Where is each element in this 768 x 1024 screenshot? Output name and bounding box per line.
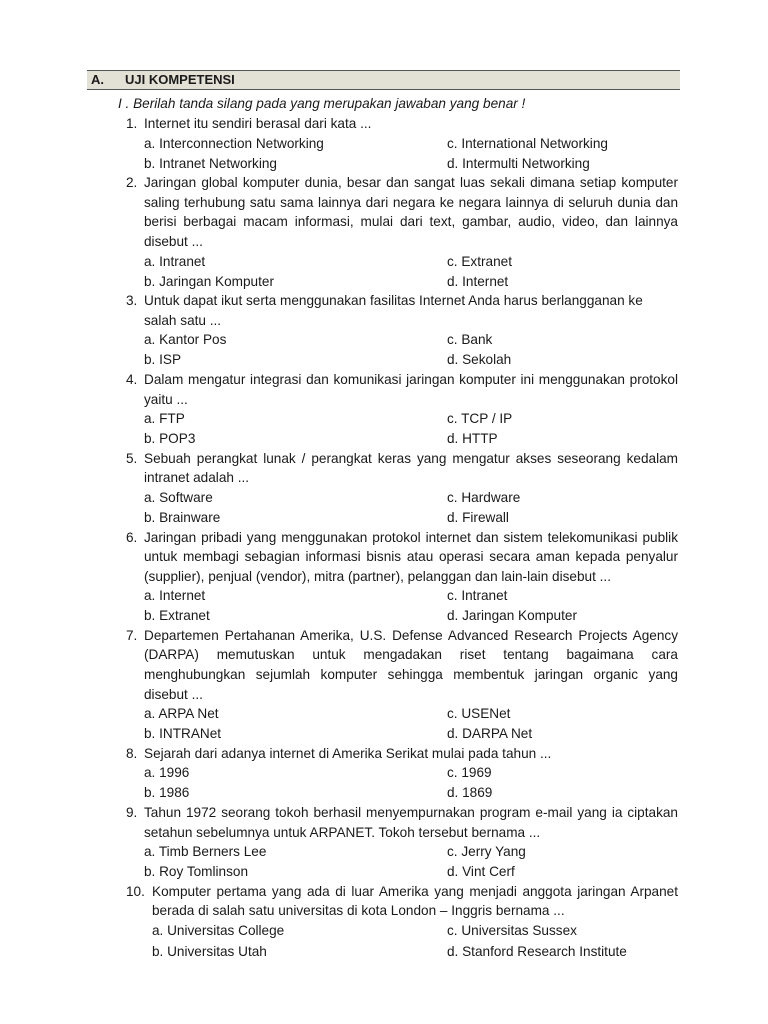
options xyxy=(0,921,768,961)
option-c: c. International Networking xyxy=(447,135,608,151)
section-letter: A. xyxy=(91,72,104,87)
option-d: d. HTTP xyxy=(447,431,498,447)
option-a: a. Intranet xyxy=(144,253,206,269)
question-number: 10. xyxy=(126,883,145,899)
question-4 xyxy=(0,370,768,449)
option-a: a. Software xyxy=(144,489,213,505)
option-d: d. Vint Cerf xyxy=(447,864,515,880)
question-number: 8. xyxy=(126,745,138,761)
option-c: c. Bank xyxy=(447,332,493,348)
option-d: d. Intermulti Networking xyxy=(447,155,590,171)
option-a: a. Internet xyxy=(144,588,206,604)
section-header xyxy=(87,70,680,90)
question-8 xyxy=(0,744,768,803)
options xyxy=(0,252,768,292)
option-d: d. Sekolah xyxy=(447,352,512,368)
question-text: Komputer pertama yang ada di luar Amerika yang menjadi anggota jaringan Arpanet berada di salah satu universitas di kota London – Inggris bernama ... xyxy=(152,883,678,919)
question-number: 1. xyxy=(126,116,138,131)
option-b: b. Roy Tomlinson xyxy=(144,864,249,880)
question-text: Sejarah dari adanya internet di Amerika Serikat mulai pada tahun ... xyxy=(144,745,552,761)
question-5 xyxy=(0,449,768,528)
option-b: b. ISP xyxy=(144,352,182,368)
question-text: Jaringan pribadi yang menggunakan protokol internet dan sistem telekomunikasi publik untuk membagi sebagian informasi bisnis atau operasi secara aman kepada penyalur (supplier), penjual (vendor), mitra (partner), pelanggan dan lain-lain disebut ... xyxy=(144,529,678,584)
options xyxy=(0,704,768,744)
option-c: c. Universitas Sussex xyxy=(447,923,577,938)
option-d: d. DARPA Net xyxy=(447,726,533,742)
option-c: c. 1969 xyxy=(447,765,492,781)
option-c: c. Jerry Yang xyxy=(447,844,526,860)
option-c: c. USENet xyxy=(447,706,511,722)
question-number: 6. xyxy=(126,529,138,545)
question-2 xyxy=(0,173,768,291)
options xyxy=(0,763,768,803)
options xyxy=(0,586,768,626)
option-b: b. Jaringan Komputer xyxy=(144,273,274,289)
question-7 xyxy=(0,626,768,744)
question-text: Sebuah perangkat lunak / perangkat keras yang mengatur akses seseorang kedalam intranet adalah ... xyxy=(144,450,678,486)
section-title: UJI KOMPETENSI xyxy=(125,72,235,87)
question-number: 9. xyxy=(126,805,138,821)
option-d: d. Firewall xyxy=(447,509,509,525)
question-number: 5. xyxy=(126,450,138,466)
options xyxy=(0,488,768,528)
question-text: Dalam mengatur integrasi dan komunikasi jaringan komputer ini menggunakan protokol yaitu ... xyxy=(144,371,678,407)
option-b: b. Universitas Utah xyxy=(152,944,267,959)
instruction: I . Berilah tanda silang pada yang merupakan jawaban yang benar ! xyxy=(118,96,526,111)
option-a: a. FTP xyxy=(144,411,185,427)
question-1 xyxy=(0,114,768,173)
question-9 xyxy=(0,803,768,882)
option-a: a. ARPA Net xyxy=(144,706,219,722)
question-10 xyxy=(0,882,768,961)
question-text: Tahun 1972 seorang tokoh berhasil menyempurnakan program e-mail yang ia ciptakan setahun sebelumnya untuk ARPANET. Tokoh tersebut bernama ... xyxy=(144,805,678,840)
option-c: c. Extranet xyxy=(447,253,512,269)
options xyxy=(0,842,768,882)
option-b: b. INTRANet xyxy=(144,726,222,742)
question-number: 7. xyxy=(126,627,138,643)
option-a: a. Interconnection Networking xyxy=(144,135,324,151)
option-a: a. Universitas College xyxy=(152,923,285,938)
question-number: 3. xyxy=(126,293,138,309)
option-d: d. 1869 xyxy=(447,785,493,801)
option-a: a. Kantor Pos xyxy=(144,332,227,348)
option-b: b. Extranet xyxy=(144,608,210,624)
option-a: a. Timb Berners Lee xyxy=(144,844,267,860)
options xyxy=(0,409,768,449)
question-text: Jaringan global komputer dunia, besar dan sangat luas sekali dimana setiap komputer saling terhubung satu sama lainnya dari negara ke negara lainnya di seluruh dunia dan berisi berbagai macam informasi, mulai dari text, gambar, audio, video, dan lainnya disebut ... xyxy=(144,175,678,249)
options xyxy=(0,134,768,174)
question-text: Departemen Pertahanan Amerika, U.S. Defense Advanced Research Projects Agency (DARPA) memutuskan untuk mengadakan riset tentang bagaimana cara menghubungkan sejumlah komputer sehingga membentuk jaringan organic yang disebut ... xyxy=(144,627,678,702)
question-6 xyxy=(0,528,768,626)
question-number: 2. xyxy=(126,175,138,191)
option-b: b. POP3 xyxy=(144,431,196,447)
option-d: d. Jaringan Komputer xyxy=(447,608,577,624)
question-text: Untuk dapat ikut serta menggunakan fasilitas Internet Anda harus berlangganan ke salah satu ... xyxy=(144,293,643,328)
option-c: c. Intranet xyxy=(447,588,508,604)
option-b: b. 1986 xyxy=(144,785,190,801)
option-b: b. Intranet Networking xyxy=(144,155,277,171)
question-3 xyxy=(0,291,768,370)
option-a: a. 1996 xyxy=(144,765,190,781)
option-d: d. Internet xyxy=(447,273,509,289)
option-b: b. Brainware xyxy=(144,509,221,525)
option-c: c. TCP / IP xyxy=(447,411,513,427)
question-list xyxy=(0,114,768,961)
question-text: Internet itu sendiri berasal dari kata ... xyxy=(144,116,372,131)
option-d: d. Stanford Research Institute xyxy=(447,944,627,959)
option-c: c. Hardware xyxy=(447,489,521,505)
question-number: 4. xyxy=(126,371,138,387)
options xyxy=(0,330,768,370)
